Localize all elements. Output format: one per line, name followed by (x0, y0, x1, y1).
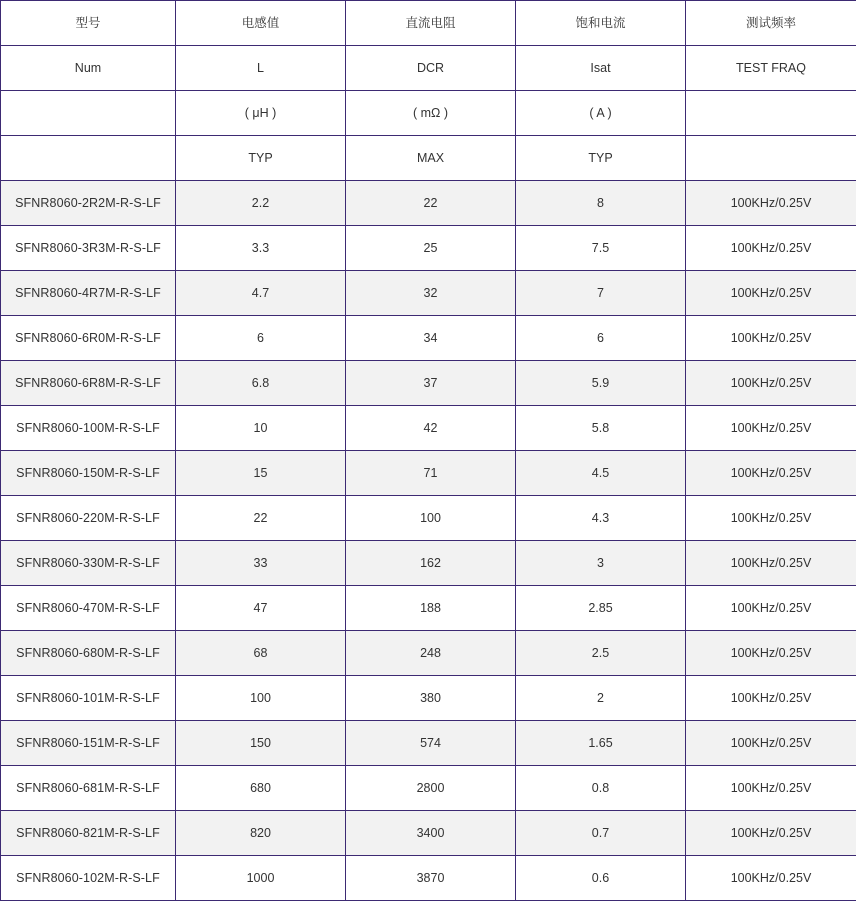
header-cell-unit-mohm: ( mΩ ) (346, 91, 516, 136)
table-row (1, 631, 856, 676)
header-cell-dcr-en: DCR (346, 46, 516, 91)
test-freq-cell: 100KHz/0.25V (686, 766, 856, 811)
inductance-cell: 100 (176, 676, 346, 721)
inductance-cell: 15 (176, 451, 346, 496)
header-row-english (1, 46, 856, 91)
model-cell: SFNR8060-680M-R-S-LF (1, 631, 176, 676)
header-row-chinese (1, 1, 856, 46)
header-cell-test-fraq: TEST FRAQ (686, 46, 856, 91)
table-row (1, 811, 856, 856)
model-cell: SFNR8060-150M-R-S-LF (1, 451, 176, 496)
header-cell-isat-en: Isat (516, 46, 686, 91)
dcr-cell: 3870 (346, 856, 516, 901)
isat-cell: 7.5 (516, 226, 686, 271)
test-freq-cell: 100KHz/0.25V (686, 586, 856, 631)
table-row (1, 766, 856, 811)
inductance-cell: 4.7 (176, 271, 346, 316)
model-cell: SFNR8060-330M-R-S-LF (1, 541, 176, 586)
header-cell-max: MAX (346, 136, 516, 181)
header-cell-inductance: 电感值 (176, 1, 346, 46)
model-cell: SFNR8060-3R3M-R-S-LF (1, 226, 176, 271)
table-row (1, 856, 856, 901)
header-cell-empty (686, 91, 856, 136)
dcr-cell: 22 (346, 181, 516, 226)
inductance-cell: 33 (176, 541, 346, 586)
dcr-cell: 42 (346, 406, 516, 451)
test-freq-cell: 100KHz/0.25V (686, 676, 856, 721)
inductance-cell: 2.2 (176, 181, 346, 226)
table-row (1, 226, 856, 271)
inductance-cell: 3.3 (176, 226, 346, 271)
isat-cell: 2 (516, 676, 686, 721)
table-row (1, 361, 856, 406)
header-cell-isat: 饱和电流 (516, 1, 686, 46)
isat-cell: 2.85 (516, 586, 686, 631)
header-cell-unit-a: ( A ) (516, 91, 686, 136)
dcr-cell: 2800 (346, 766, 516, 811)
table-row (1, 181, 856, 226)
inductance-cell: 47 (176, 586, 346, 631)
isat-cell: 4.5 (516, 451, 686, 496)
test-freq-cell: 100KHz/0.25V (686, 631, 856, 676)
dcr-cell: 3400 (346, 811, 516, 856)
test-freq-cell: 100KHz/0.25V (686, 721, 856, 766)
model-cell: SFNR8060-470M-R-S-LF (1, 586, 176, 631)
table-row (1, 271, 856, 316)
inductance-cell: 10 (176, 406, 346, 451)
header-cell-unit-uh: ( μH ) (176, 91, 346, 136)
isat-cell: 7 (516, 271, 686, 316)
header-cell-test-freq: 测试频率 (686, 1, 856, 46)
isat-cell: 5.9 (516, 361, 686, 406)
isat-cell: 8 (516, 181, 686, 226)
header-cell-empty (686, 136, 856, 181)
table-row (1, 541, 856, 586)
header-row-typ-max (1, 136, 856, 181)
dcr-cell: 574 (346, 721, 516, 766)
isat-cell: 3 (516, 541, 686, 586)
test-freq-cell: 100KHz/0.25V (686, 271, 856, 316)
header-cell-empty (1, 91, 176, 136)
dcr-cell: 34 (346, 316, 516, 361)
isat-cell: 0.7 (516, 811, 686, 856)
table-row (1, 406, 856, 451)
model-cell: SFNR8060-2R2M-R-S-LF (1, 181, 176, 226)
model-cell: SFNR8060-6R0M-R-S-LF (1, 316, 176, 361)
dcr-cell: 71 (346, 451, 516, 496)
inductance-cell: 68 (176, 631, 346, 676)
test-freq-cell: 100KHz/0.25V (686, 361, 856, 406)
table-row (1, 451, 856, 496)
table-row (1, 496, 856, 541)
inductance-cell: 6 (176, 316, 346, 361)
model-cell: SFNR8060-4R7M-R-S-LF (1, 271, 176, 316)
dcr-cell: 37 (346, 361, 516, 406)
dcr-cell: 380 (346, 676, 516, 721)
dcr-cell: 188 (346, 586, 516, 631)
dcr-cell: 25 (346, 226, 516, 271)
dcr-cell: 162 (346, 541, 516, 586)
test-freq-cell: 100KHz/0.25V (686, 451, 856, 496)
header-row-units (1, 91, 856, 136)
inductance-cell: 1000 (176, 856, 346, 901)
spec-table-body (1, 1, 856, 901)
isat-cell: 4.3 (516, 496, 686, 541)
inductance-cell: 820 (176, 811, 346, 856)
header-cell-typ: TYP (176, 136, 346, 181)
header-cell-empty (1, 136, 176, 181)
model-cell: SFNR8060-6R8M-R-S-LF (1, 361, 176, 406)
model-cell: SFNR8060-151M-R-S-LF (1, 721, 176, 766)
isat-cell: 1.65 (516, 721, 686, 766)
inductance-cell: 680 (176, 766, 346, 811)
header-cell-l: L (176, 46, 346, 91)
test-freq-cell: 100KHz/0.25V (686, 541, 856, 586)
table-row (1, 586, 856, 631)
header-cell-model: 型号 (1, 1, 176, 46)
inductance-cell: 22 (176, 496, 346, 541)
inductance-cell: 6.8 (176, 361, 346, 406)
model-cell: SFNR8060-220M-R-S-LF (1, 496, 176, 541)
test-freq-cell: 100KHz/0.25V (686, 406, 856, 451)
isat-cell: 6 (516, 316, 686, 361)
test-freq-cell: 100KHz/0.25V (686, 316, 856, 361)
test-freq-cell: 100KHz/0.25V (686, 496, 856, 541)
test-freq-cell: 100KHz/0.25V (686, 181, 856, 226)
isat-cell: 2.5 (516, 631, 686, 676)
test-freq-cell: 100KHz/0.25V (686, 226, 856, 271)
dcr-cell: 32 (346, 271, 516, 316)
model-cell: SFNR8060-821M-R-S-LF (1, 811, 176, 856)
test-freq-cell: 100KHz/0.25V (686, 856, 856, 901)
header-cell-dcr: 直流电阻 (346, 1, 516, 46)
header-cell-num: Num (1, 46, 176, 91)
model-cell: SFNR8060-101M-R-S-LF (1, 676, 176, 721)
header-cell-typ: TYP (516, 136, 686, 181)
test-freq-cell: 100KHz/0.25V (686, 811, 856, 856)
table-row (1, 676, 856, 721)
isat-cell: 5.8 (516, 406, 686, 451)
model-cell: SFNR8060-100M-R-S-LF (1, 406, 176, 451)
table-row (1, 316, 856, 361)
isat-cell: 0.8 (516, 766, 686, 811)
dcr-cell: 100 (346, 496, 516, 541)
inductance-cell: 150 (176, 721, 346, 766)
model-cell: SFNR8060-681M-R-S-LF (1, 766, 176, 811)
isat-cell: 0.6 (516, 856, 686, 901)
table-row (1, 721, 856, 766)
dcr-cell: 248 (346, 631, 516, 676)
model-cell: SFNR8060-102M-R-S-LF (1, 856, 176, 901)
